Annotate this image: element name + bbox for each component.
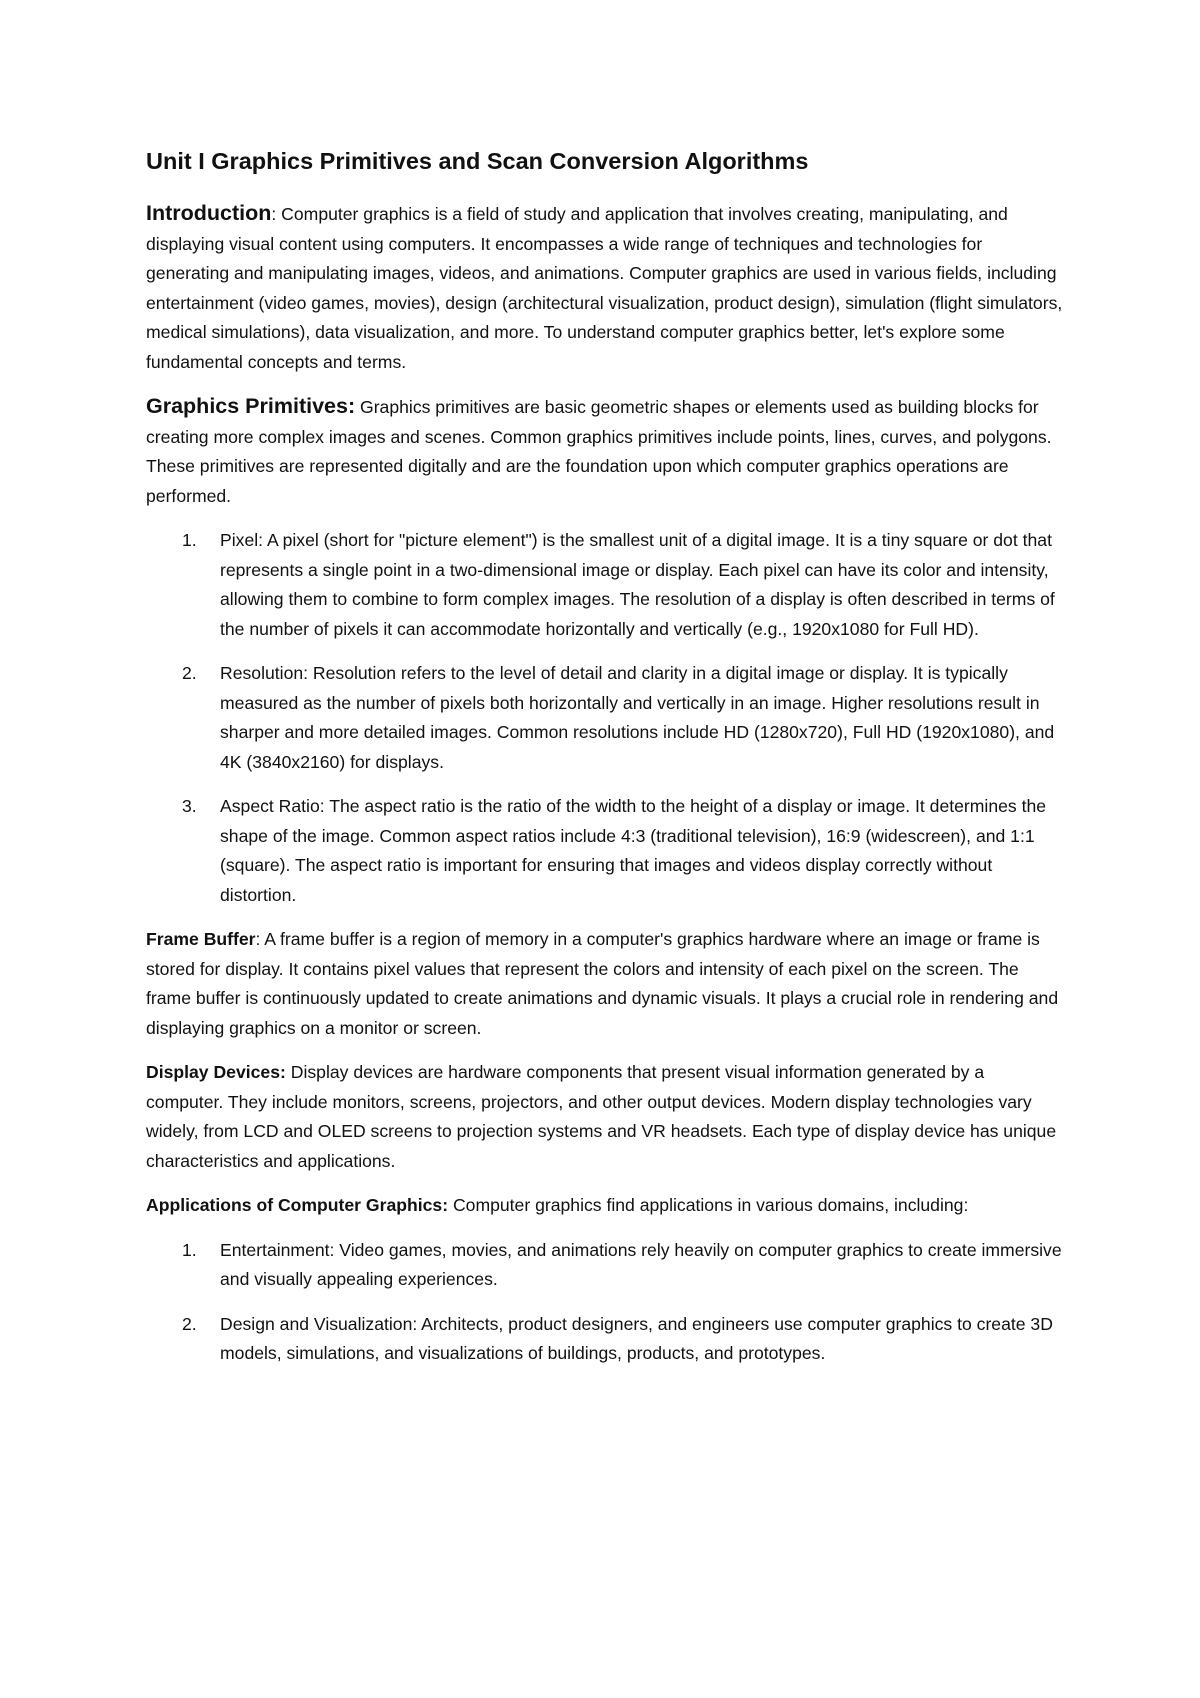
list-number: 1. xyxy=(182,1239,197,1260)
primitives-paragraph xyxy=(146,392,1066,511)
intro-heading: Introduction xyxy=(146,201,272,225)
list-number: 2. xyxy=(182,663,197,683)
frame-buffer-heading: Frame Buffer xyxy=(146,929,256,949)
applications-heading: Applications of Computer Graphics: xyxy=(146,1195,449,1215)
list-item-text: Entertainment: Video games, movies, and animations rely heavily on computer graphics to create immersive and visually appealing experiences. xyxy=(220,1239,1062,1289)
display-devices-text: Display devices are hardware components that present visual information generated by a computer. They include monitors, screens, projectors, and other output devices. Modern display technologies vary widely, from LCD and OLED screens to projection systems and VR headsets. Each type of display device has unique characteristics and applications. xyxy=(146,1062,1057,1171)
applications-text: Computer graphics find applications in various domains, including: xyxy=(448,1195,969,1215)
page-title: Unit I Graphics Primitives and Scan Conversion Algorithms xyxy=(146,148,809,174)
display-devices-heading: Display Devices: xyxy=(146,1062,286,1082)
applications-list xyxy=(146,1236,1066,1369)
list-item-text: Aspect Ratio: The aspect ratio is the ratio of the width to the height of a display or image. It determines the shape of the image. Common aspect ratios include 4:3 (traditional television), 16:9 (widescreen), and 1:1 (square). The aspect ratio is important for ensuring that images and videos display correctly without distortion. xyxy=(220,796,1047,905)
primitives-heading: Graphics Primitives: xyxy=(146,394,356,418)
list-item-text: Pixel: A pixel (short for "picture element") is the smallest unit of a digital image. It is a tiny square or dot that represents a single point in a two-dimensional image or display. Each pixel can have its color and intensity, allowing them to combine to form complex images. The resolution of a display is often described in terms of the number of pixels it can accommodate horizontally and vertically (e.g., 1920x1080 for Full HD). xyxy=(220,530,1055,639)
frame-buffer-paragraph xyxy=(146,925,1066,1043)
list-item-text: Resolution: Resolution refers to the level of detail and clarity in a digital image or display. It is typically measured as the number of pixels both horizontally and vertically in an image. Higher resolutions result in sharper and more detailed images. Common resolutions include HD (1280x720), Full HD (1920x1080), and 4K (3840x2160) for displays. xyxy=(220,663,1055,772)
intro-paragraph xyxy=(146,199,1066,377)
list-item xyxy=(146,792,1066,910)
primitives-text: Graphics primitives are basic geometric shapes or elements used as building blocks for creating more complex images and scenes. Common graphics primitives include points, lines, curves, and polygons. These primitives are represented digitally and are the foundation upon which computer graphics operations are performed. xyxy=(146,397,1052,506)
frame-buffer-text: : A frame buffer is a region of memory in a computer's graphics hardware where an image or frame is stored for display. It contains pixel values that represent the colors and intensity of each pixel on the screen. The frame buffer is continuously updated to create animations and dynamic visuals. It plays a crucial role in rendering and displaying graphics on a monitor or screen. xyxy=(146,929,1059,1038)
list-item-text: Design and Visualization: Architects, product designers, and engineers use computer graphics to create 3D models, simulations, and visualizations of buildings, products, and prototypes. xyxy=(220,1313,1053,1363)
list-number: 1. xyxy=(182,530,197,550)
list-number: 3. xyxy=(182,796,197,816)
intro-text: : Computer graphics is a field of study and application that involves creating, manipulating, and displaying visual content using computers. It encompasses a wide range of techniques and technologies for generating and manipulating images, videos, and animations. Computer graphics are used in various fields, including entertainment (video games, movies), design (architectural visualization, product design), simulation (flight simulators, medical simulations), data visualization, and more. To understand computer graphics better, let's explore some fundamental concepts and terms. xyxy=(146,204,1063,372)
applications-paragraph xyxy=(146,1191,1066,1221)
list-number: 2. xyxy=(182,1313,197,1334)
primitives-list xyxy=(146,526,1066,910)
list-item xyxy=(146,659,1066,777)
display-devices-paragraph xyxy=(146,1058,1066,1176)
list-item xyxy=(146,1310,1066,1369)
document-page xyxy=(146,146,1066,1384)
list-item xyxy=(146,1236,1066,1295)
list-item xyxy=(146,526,1066,644)
